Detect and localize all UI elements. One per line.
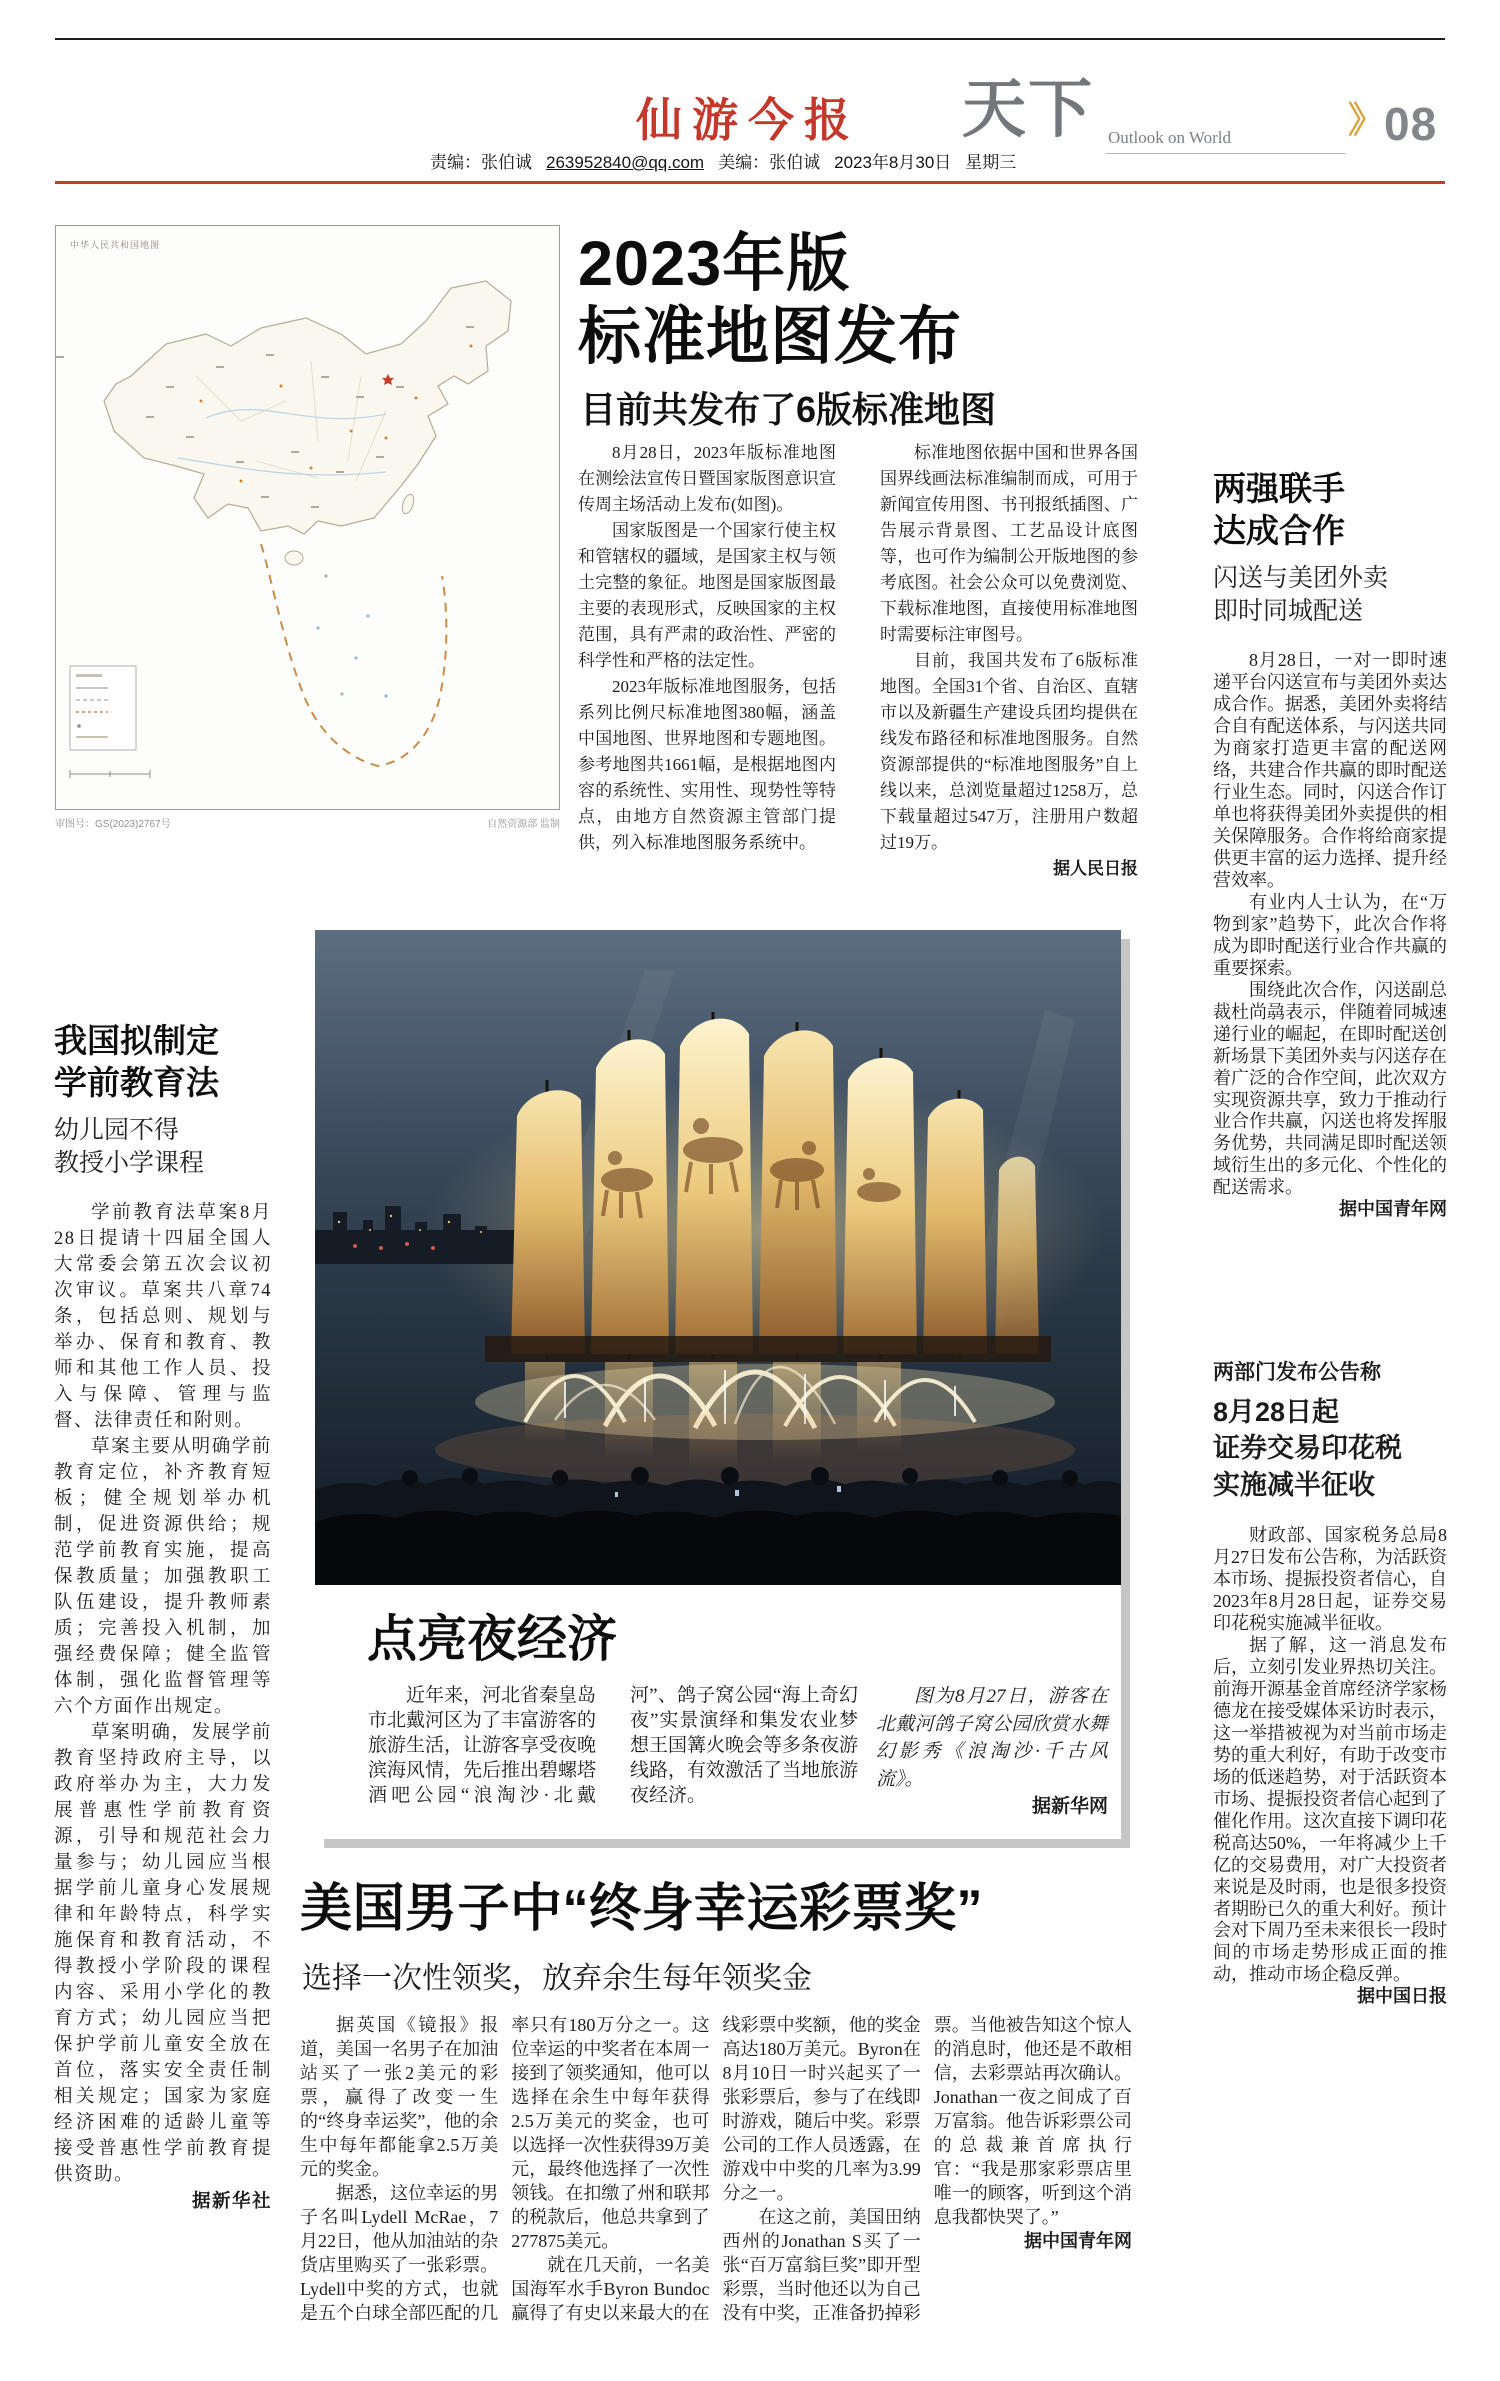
title-line: 达成合作 [1213, 512, 1345, 550]
top-rule [55, 38, 1445, 40]
page-chevron-icon: 》 [1348, 99, 1385, 140]
night-economy-caption [315, 1671, 1121, 1839]
lottery-subheadline: 选择一次性领奖，放弃余生每年领奖金 [302, 1962, 812, 1995]
article-body [300, 2013, 1132, 2325]
lottery-article [300, 1866, 1132, 2325]
subtitle-line: 教授小学课程 [54, 1149, 205, 1178]
paragraph: 图为8月27日，游客在北戴河鸽子窝公园欣赏水舞幻影秀《浪淘沙·千古风流》。 [876, 1686, 1108, 1790]
headline-line-2: 标准地图发布 [578, 302, 962, 373]
page-number: 08 [1384, 98, 1438, 150]
lottery-headline: 美国男子中“终身幸运彩票奖” [300, 1880, 984, 1938]
attribution: 据新华网 [1031, 1796, 1108, 1818]
paragraph: 草案明确，发展学前教育坚持政府主导，以政府举办为主，大力发展普惠性学前教育资源，引导和规范社会力量参与；幼儿园应当根据学前儿童身心发展规律和年龄特点，科学实施保育和教育活动，不得教授小学阶段的课程内容、采用小学化的教育方式；幼儿园应当把保护学前儿童安全放在首位，落实安全责任制相关规定；国家为家庭经济困难的适龄儿童等接受普惠性学前教育提供资助。 [54, 1723, 272, 2186]
editor-email: 263952840@qq.com [546, 153, 705, 172]
paragraph: 有业内人士认为，在“万物到家”趋势下，此次合作将成为即时配送行业合作共赢的重要探索。 [1213, 891, 1447, 978]
attribution: 据新华社 [191, 2190, 272, 2212]
masthead: 仙游今报 [636, 95, 860, 146]
issue-weekday: 星期三 [965, 153, 1017, 172]
paragraph: 财政部、国家税务总局8月27日发布公告称，为活跃资本市场、提振投资者信心，自2023年8月28日起，证券交易印花税实施减半征收。 [1213, 1525, 1447, 1634]
night-economy-module [315, 930, 1121, 1839]
preschool-education-article [54, 1020, 272, 2214]
article-body [1213, 1525, 1447, 2008]
paragraph: 目前，我国共发布了6版标准地图。全国31个省、自治区、直辖市以及新疆生产建设兵团均提供在线发布路径和标准地图服务。自然资源部提供的“标准地图服务”自上线以来，总浏览量超过1258万，总下载量超过547万，注册用户数超过19万。 [880, 651, 1138, 852]
map-article-body [578, 440, 1138, 882]
stamp-tax-article [1213, 1356, 1447, 2008]
paragraph: 国家版图是一个国家行使主权和管辖权的疆域，是国家主权与领土完整的象征。地图是国家版图最主要的表现形式，反映国家的主权范围，具有严肃的政治性、严密的科学性和严格的法定性。 [578, 521, 836, 670]
paragraph: 8月28日，一对一即时速递平台闪送宣布与美团外卖达成合作。据悉，美团外卖将结合自有配送体系，与闪送共同为商家打造更丰富的配送网络，共建合作共赢的即时配送行业生态。同时，闪送合作订单也将获得美团外卖提供的相关保障服务。合作将给商家提供更丰富的运力选择、提升经营效率。 [1213, 650, 1447, 890]
standard-map-figure [55, 225, 560, 830]
map-title: 中华人民共和国地图 [70, 240, 161, 250]
paragraph: 草案主要从明确学前教育定位，补齐教育短板；健全规划举办机制，促进资源供给；规范学前教育实施，提高保教质量；加强教职工队伍建设，提升教师素质；完善投入机制，加强经费保障；健全监管体制，强化监督管理等六个方面作出规定。 [54, 1437, 272, 1718]
duty-editor: 责编：张伯诚 [430, 153, 532, 172]
map-article-subheadline: 目前共发布了6版标准地图 [580, 389, 997, 430]
attribution: 据人民日报 [1053, 859, 1138, 878]
paragraph: 8月28日，2023年版标准地图在测绘法宣传日暨国家版图意识宣传周主场活动上发布(如图)。 [578, 443, 836, 514]
subtitle-line: 闪送与美团外卖 [1213, 564, 1389, 593]
article-subtitle [54, 1114, 272, 1180]
paragraph: 据英国《镜报》报道，美国一名男子在加油站买了一张2美元的彩票，赢得了改变一生的“终身幸运奖”，他的余生中每年都能拿2.5万美元的奖金。 [300, 2015, 499, 2179]
paragraph: 据了解，这一消息发布后，立刻引发业界热切关注。前海开源基金首席经济学家杨德龙在接受媒体采访时表示，这一举措被视为对当前市场走势的重大利好，有助于改变市场的低迷趋势，对于活跃资本市场、提振投资者信心起到了催化作用。这次直接下调印花税高达50%，一年将减少上千亿的交易费用，对广大投资者来说是及时雨，也是很多投资者期盼已久的重大利好。预计会对下周乃至未来很长一段时间的市场走势形成正面的推动，推动市场企稳反弹。 [1213, 1635, 1447, 1985]
article-subtitle [1213, 562, 1447, 628]
paragraph: 据悉，这位幸运的男子名叫Lydell McRae，7月22日，他从加油站的杂货店里购买了一张彩票。Lydell中奖的方式，也就是五个白球全部匹配的几率只有180万分之一。这位幸运的中奖者在本周一接到了领奖通知，他可以选择在余生中每年获得2.5万美元的奖金，也可以选择一次性获得39万美元，最终他选择了一次性领钱。在扣缴了州和联邦的税款后，他总共拿到了277875美元。 [300, 2015, 710, 2323]
attribution: 据中国青年网 [1024, 2231, 1132, 2251]
subtitle-line: 即时同城配送 [1213, 597, 1364, 626]
attribution: 据中国青年网 [1339, 1199, 1447, 1220]
map-credit: 自然资源部 监制 [487, 819, 560, 830]
attribution: 据中国日报 [1357, 1986, 1447, 2007]
map-article-headline [578, 228, 1153, 374]
title-line: 实施减半征收 [1213, 1469, 1375, 1500]
paragraph: 近年来，河北省秦皇岛市北戴河区为了丰富游客的旅游生活，让游客享受夜晚滨海风情，先后推出碧螺塔酒吧公园“浪淘沙·北戴河”、鸽子窝公园“海上奇幻夜”实景演绎和集发农业梦想王国篝火晚会等多条夜游线路，有效激活了当地旅游夜经济。 [368, 1685, 859, 1806]
paragraph: 就在几天前，一名美国海军水手Byron Bundoc赢得了有史以来最大的在线彩票中奖额，他的奖金高达180万美元。Byron在8月10日一时兴起买了一张彩票后，参与了在线即时游戏，随后中奖。彩票公司的工作人员透露，在游戏中中奖的几率为3.99分之一。 [511, 2015, 921, 2323]
section-rule [1106, 153, 1346, 154]
article-title [1213, 468, 1447, 552]
title-line: 学前教育法 [54, 1064, 219, 1102]
china-map-graphic [56, 226, 559, 809]
caption-text [368, 1683, 858, 1821]
paragraph: 2023年版标准地图服务，包括系列比例尺标准地图380幅，涵盖中国地图、世界地图和专题地图。参考地图共1661幅，是根据地图内容的系统性、实用性、现势性等特点，由地方自然资源主管部门提供，列入标准地图服务系统中。 [578, 677, 836, 852]
subtitle-line: 幼儿园不得 [54, 1116, 180, 1145]
title-line: 证券交易印花税 [1213, 1433, 1402, 1464]
article-body [1213, 650, 1447, 1221]
article-title [1213, 1394, 1447, 1503]
title-line: 两强联手 [1213, 470, 1345, 507]
photo-note [876, 1683, 1108, 1821]
section-title: 天下 [962, 73, 1094, 145]
headline-line-1: 2023年版 [578, 229, 851, 299]
paragraph: 学前教育法草案8月28日提请十四届全国人大常委会第五次会议初次审议。草案共八章74条，包括总则、规划与举办、保育和教育、教师和其他工作人员、投入与保障、管理与监督、法律责任和附则。 [54, 1203, 272, 1432]
paragraph: 在这之前，美国田纳西州的Jonathan S买了一张“百万富翁巨奖”即开型彩票，当时他还以为自己没有中奖，正准备扔掉彩票。当他被告知这个惊人的消息时，他还是不敢相信，去彩票站再次确认。Jonathan一夜之间成了百万富翁。他告诉彩票公司的总裁兼首席执行官：“我是那家彩票店里唯一的顾客，听到这个消息我都快哭了。” [722, 2015, 1132, 2323]
issue-date: 2023年8月30日 [834, 153, 952, 172]
editor-line [430, 148, 1016, 173]
section-subtitle: Outlook on World [1108, 128, 1231, 147]
paragraph: 围绕此次合作，闪送副总裁杜尚骉表示，伴随着同城速递行业的崛起，在即时配送创新场景下美团外卖与闪送存在着广泛的合作空间，此次双方实现资源共享，致力于推动行业合作共赢，闪送也将发挥服务优势，共同满足即时配送领域衍生出的多元化、个性化的配送需求。 [1213, 979, 1447, 1198]
header-red-rule [55, 181, 1445, 184]
shansong-meituan-article [1213, 468, 1447, 1221]
map-approval-number: 审图号：GS(2023)2767号 [55, 819, 171, 830]
page-number-block [1348, 92, 1437, 151]
article-title [54, 1020, 272, 1104]
map-caption [55, 815, 560, 830]
title-line: 8月28日起 [1213, 1397, 1340, 1427]
article-body [54, 1200, 272, 2214]
paragraph: 标准地图依据中国和世界各国国界线画法标准编制而成，可用于新闻宣传用图、书刊报纸插图、广告展示背景图、工艺品设计底图等，也可作为编制公开版地图的参考底图。社会公众可以免费浏览、下载标准地图，直接使用标准地图时需要标注审图号。 [880, 443, 1138, 644]
night-show-photo [315, 930, 1121, 1585]
article-kicker: 两部门发布公告称 [1213, 1361, 1381, 1384]
night-economy-headline: 点亮夜经济 [367, 1611, 617, 1667]
art-editor: 美编：张伯诚 [718, 153, 821, 172]
title-line: 我国拟制定 [54, 1022, 219, 1059]
china-map-frame [55, 225, 560, 810]
